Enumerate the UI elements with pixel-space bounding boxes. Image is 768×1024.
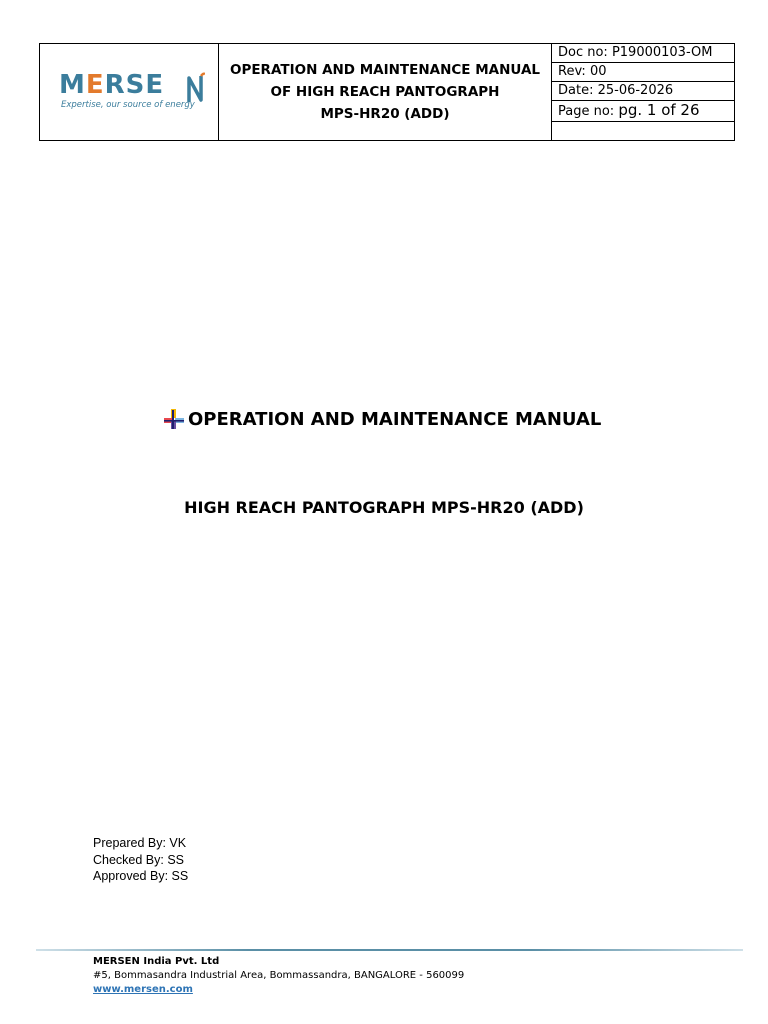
- empty-meta-cell: [552, 122, 735, 141]
- mersen-logo: [59, 70, 199, 114]
- approved-by: Approved By: SS: [93, 869, 189, 883]
- page-number-value: pg. 1 of 26: [618, 101, 700, 119]
- footer-website-link[interactable]: www.mersen.com: [93, 984, 193, 995]
- four-color-cross-bullet-icon: [163, 408, 185, 430]
- footer-divider: [36, 949, 743, 951]
- document-date: Date: 25-06-2026: [552, 82, 735, 101]
- header-title-line-3: MPS-HR20 (ADD): [320, 106, 450, 122]
- main-title: [163, 406, 601, 432]
- footer: [93, 955, 464, 997]
- logo-tagline: Expertise, our source of energy: [61, 100, 195, 110]
- signature-block: [93, 835, 188, 885]
- header-title-line-2: OF HIGH REACH PANTOGRAPH: [270, 84, 500, 100]
- checked-by: Checked By: SS: [93, 852, 185, 867]
- header-title-cell: [219, 44, 552, 141]
- doc-number: Doc no: P19000103-OM: [552, 44, 735, 63]
- header-title-line-1: OPERATION AND MAINTENANCE MANUAL: [229, 62, 541, 78]
- page-number-label: Page no:: [558, 104, 619, 119]
- document-header-table: [39, 43, 735, 141]
- logo-wordmark: MERSE: [59, 70, 165, 100]
- main-title-text: OPERATION AND MAINTENANCE MANUAL: [188, 408, 602, 430]
- revision: Rev: 00: [552, 63, 735, 82]
- page-number-cell: [552, 101, 735, 122]
- logo-cell: [40, 44, 219, 141]
- prepared-by: Prepared By: VK: [93, 836, 187, 850]
- footer-address: #5, Bommasandra Industrial Area, Bommassandra, BANGALORE - 560099: [93, 970, 465, 981]
- sub-title: HIGH REACH PANTOGRAPH MPS-HR20 (ADD): [184, 498, 584, 517]
- footer-company: MERSEN India Pvt. Ltd: [93, 956, 220, 967]
